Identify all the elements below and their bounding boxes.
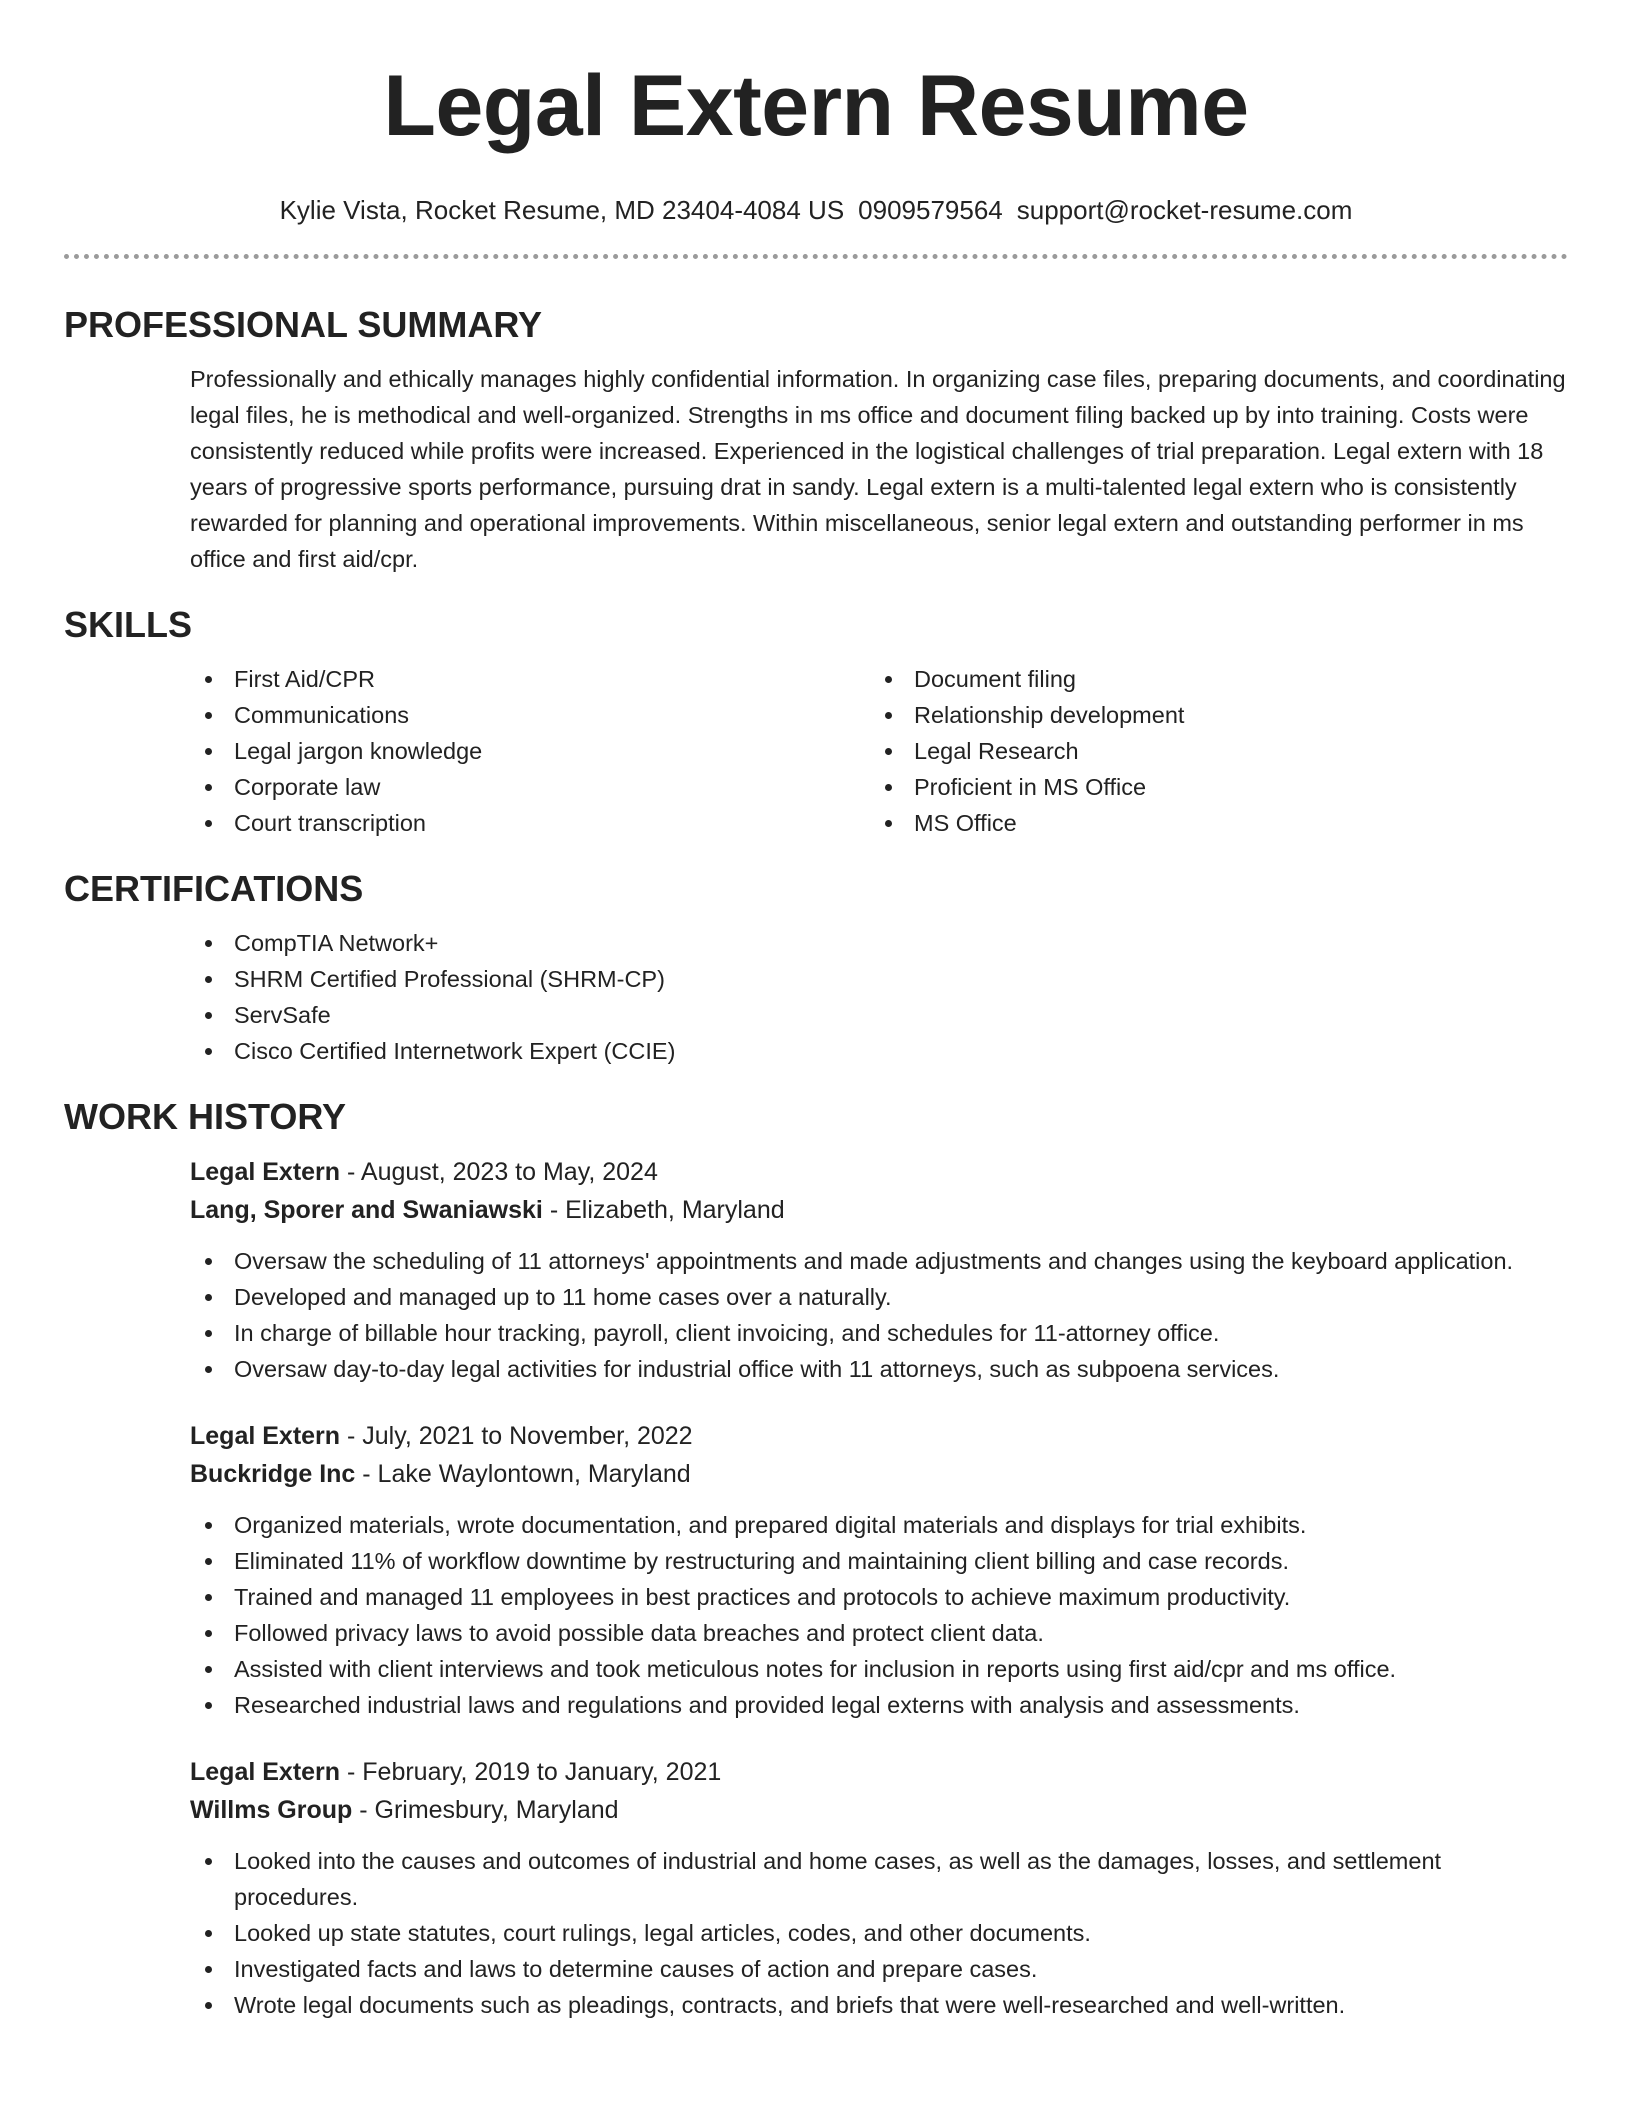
skills-heading: SKILLS bbox=[64, 604, 193, 645]
job-bullet: Assisted with client interviews and took meticulous notes for inclusion in reports using first aid/cpr and ms office. bbox=[190, 1651, 1568, 1687]
job-bullet: Looked up state statutes, court rulings, legal articles, codes, and other documents. bbox=[190, 1915, 1568, 1951]
job-dates: - February, 2019 to January, 2021 bbox=[340, 1758, 722, 1786]
skill-item: Proficient in MS Office bbox=[870, 769, 1550, 805]
certifications-heading: CERTIFICATIONS bbox=[64, 868, 364, 909]
certification-item: Cisco Certified Internetwork Expert (CCIE) bbox=[190, 1033, 1568, 1069]
skills-left-list bbox=[190, 661, 870, 841]
header-divider bbox=[64, 254, 1568, 259]
skills-section bbox=[64, 603, 1568, 841]
contact-line bbox=[64, 194, 1568, 226]
job-bullet: Eliminated 11% of workflow downtime by restructuring and maintaining client billing and case records. bbox=[190, 1543, 1568, 1579]
contact-address: Kylie Vista, Rocket Resume, MD 23404-4084 US bbox=[279, 195, 845, 225]
job-bullet: Looked into the causes and outcomes of industrial and home cases, as well as the damages, losses, and settlement procedures. bbox=[190, 1843, 1568, 1915]
skill-item: Legal Research bbox=[870, 733, 1550, 769]
job-bullet: Oversaw day-to-day legal activities for industrial office with 11 attorneys, such as subpoena services. bbox=[190, 1351, 1568, 1387]
job-company-line bbox=[190, 1191, 1568, 1229]
job-title-line bbox=[190, 1153, 1568, 1191]
skills-grid bbox=[190, 661, 1568, 841]
job-location: - Grimesbury, Maryland bbox=[352, 1796, 619, 1824]
job-dates: - August, 2023 to May, 2024 bbox=[340, 1158, 658, 1186]
skill-item: Relationship development bbox=[870, 697, 1550, 733]
job-location: - Elizabeth, Maryland bbox=[542, 1196, 785, 1224]
job-company: Lang, Sporer and Swaniawski bbox=[190, 1196, 543, 1224]
job-title-line bbox=[190, 1753, 1568, 1791]
certification-item: CompTIA Network+ bbox=[190, 925, 1568, 961]
job-company-line bbox=[190, 1791, 1568, 1829]
job-title-line bbox=[190, 1417, 1568, 1455]
skill-item: First Aid/CPR bbox=[190, 661, 870, 697]
certifications-section bbox=[64, 867, 1568, 1069]
skill-item: Corporate law bbox=[190, 769, 870, 805]
skill-item: Legal jargon knowledge bbox=[190, 733, 870, 769]
job-entry bbox=[190, 1417, 1568, 1723]
resume-title: Legal Extern Resume bbox=[383, 58, 1249, 154]
certification-item: ServSafe bbox=[190, 997, 1568, 1033]
job-entry bbox=[190, 1153, 1568, 1387]
job-entry bbox=[190, 1753, 1568, 2023]
job-bullet: Trained and managed 11 employees in best practices and protocols to achieve maximum productivity. bbox=[190, 1579, 1568, 1615]
job-bullets bbox=[190, 1843, 1568, 2023]
skills-right-list bbox=[870, 661, 1550, 841]
job-bullet: Wrote legal documents such as pleadings, contracts, and briefs that were well-researched and well-written. bbox=[190, 1987, 1568, 2023]
job-bullets bbox=[190, 1243, 1568, 1387]
job-bullet: In charge of billable hour tracking, payroll, client invoicing, and schedules for 11-attorney office. bbox=[190, 1315, 1568, 1351]
skill-item: Court transcription bbox=[190, 805, 870, 841]
job-bullet: Developed and managed up to 11 home cases over a naturally. bbox=[190, 1279, 1568, 1315]
job-dates: - July, 2021 to November, 2022 bbox=[340, 1422, 693, 1450]
job-title: Legal Extern bbox=[190, 1758, 341, 1786]
job-company: Buckridge Inc bbox=[190, 1460, 356, 1488]
job-bullet: Investigated facts and laws to determine causes of action and prepare cases. bbox=[190, 1951, 1568, 1987]
work-history-section bbox=[64, 1095, 1568, 2023]
job-title: Legal Extern bbox=[190, 1422, 341, 1450]
job-title: Legal Extern bbox=[190, 1158, 341, 1186]
job-bullet: Researched industrial laws and regulations and provided legal externs with analysis and assessments. bbox=[190, 1687, 1568, 1723]
job-company-line bbox=[190, 1455, 1568, 1493]
job-bullet: Oversaw the scheduling of 11 attorneys' appointments and made adjustments and changes using the keyboard application. bbox=[190, 1243, 1568, 1279]
summary-heading: PROFESSIONAL SUMMARY bbox=[64, 304, 543, 345]
skill-item: Communications bbox=[190, 697, 870, 733]
contact-phone: 0909579564 bbox=[858, 195, 1003, 225]
job-company: Willms Group bbox=[190, 1796, 353, 1824]
certification-item: SHRM Certified Professional (SHRM-CP) bbox=[190, 961, 1568, 997]
job-bullet: Organized materials, wrote documentation, and prepared digital materials and displays for trial exhibits. bbox=[190, 1507, 1568, 1543]
contact-email: support@rocket-resume.com bbox=[1016, 195, 1353, 225]
job-location: - Lake Waylontown, Maryland bbox=[355, 1460, 691, 1488]
summary-text: Professionally and ethically manages highly confidential information. In organizing case files, preparing documents, and coordinating legal files, he is methodical and well-organized. Strengths in ms office and document filing backed up by into training. Costs were consistently reduced while profits were increased. Experienced in the logistical challenges of trial preparation. Legal extern with 18 years of progressive sports performance, pursuing drat in sandy. Legal extern is a multi-talented legal extern who is consistently rewarded for planning and operational improvements. Within miscellaneous, senior legal extern and outstanding performer in ms office and first aid/cpr. bbox=[190, 366, 1566, 572]
skill-item: MS Office bbox=[870, 805, 1550, 841]
summary-section bbox=[64, 303, 1568, 577]
skill-item: Document filing bbox=[870, 661, 1550, 697]
work-history-heading: WORK HISTORY bbox=[64, 1096, 347, 1137]
job-bullets bbox=[190, 1507, 1568, 1723]
job-bullet: Followed privacy laws to avoid possible data breaches and protect client data. bbox=[190, 1615, 1568, 1651]
certifications-list bbox=[190, 925, 1568, 1069]
